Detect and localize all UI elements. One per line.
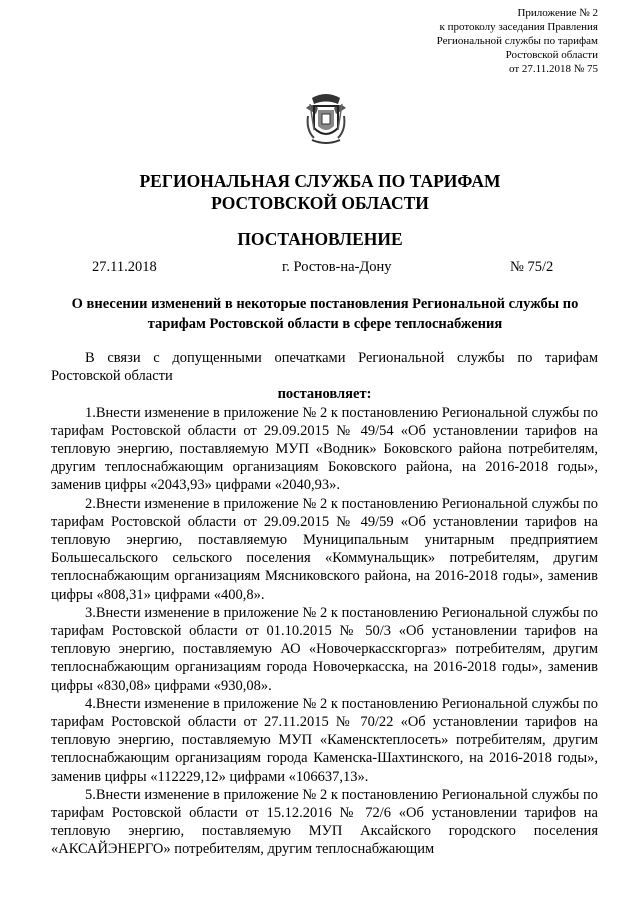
intro-paragraph: В связи с допущенными опечатками Региональной службы по тарифам Ростовской области (51, 350, 598, 385)
document-number: № 75/2 (510, 259, 554, 275)
list-item (51, 695, 598, 786)
item-text: Внести изменение в приложение № 2 к постановлению Региональной службы по тарифам Ростовской области от 15.12.2016 № 72/6 «Об установлении тарифов на тепловую энергию, поставляемую МУП Аксайского городского поселения «АКСАЙЭНЕРГО» потребителям, другим теплоснабжающим (51, 786, 598, 858)
annex-line: Приложение № 2 (517, 7, 598, 19)
list-item (51, 604, 598, 695)
item-number: 5. (85, 786, 96, 803)
item-number: 4. (85, 695, 96, 712)
document-city: г. Ростов-на-Дону (282, 259, 392, 275)
list-item (51, 786, 598, 859)
agency-name-line: РЕГИОНАЛЬНАЯ СЛУЖБА ПО ТАРИФАМ (139, 171, 501, 191)
item-number: 1. (85, 404, 96, 421)
annex-line: к протоколу заседания Правления (439, 21, 598, 33)
agency-name-line: РОСТОВСКОЙ ОБЛАСТИ (211, 193, 429, 213)
document-type-title: ПОСТАНОВЛЕНИЕ (237, 229, 403, 249)
annex-line: от 27.11.2018 № 75 (509, 63, 598, 75)
decree-word: постановляет: (277, 386, 372, 403)
annex-note (437, 6, 598, 76)
item-text: Внести изменение в приложение № 2 к постановлению Региональной службы по тарифам Ростовской области от 29.09.2015 № 49/59 «Об установлении тарифов на тепловую энергию, поставляемую Муниципальным унитарным предприятием Большесальского сельского поселения «Коммунальщик» потребителям, другим теплоснабжающим организациям Мясниковского района, на 2016-2018 годы», заменив цифры «808,31» цифрами «400,8». (51, 495, 598, 603)
item-number: 2. (85, 495, 96, 512)
annex-line: Ростовской области (505, 49, 598, 61)
subject-line: О внесении изменений в некоторые постановления Региональной службы по (71, 296, 579, 312)
document-date: 27.11.2018 (92, 259, 157, 275)
item-text: Внести изменение в приложение № 2 к постановлению Региональной службы по тарифам Ростовской области от 27.11.2015 № 70/22 «Об установлении тарифов на тепловую энергию, поставляемую МУП «Каменсктеплосеть» потребителям, другим теплоснабжающим организациям города Каменска-Шахтинского, на 2016-2018 годы», заменив цифры «112229,12» цифрами «106637,13». (51, 695, 598, 785)
list-item (51, 404, 598, 495)
document-body (51, 349, 598, 859)
agency-name (0, 170, 640, 214)
document-subject (52, 294, 598, 334)
item-text: Внести изменение в приложение № 2 к постановлению Региональной службы по тарифам Ростовской области от 29.09.2015 № 49/54 «Об установлении тарифов на тепловую энергию, поставляемую МУП «Водник» Боковского района потребителям, другим теплоснабжающим организациям Боковского района, на 2016-2018 годы», заменив цифры «2043,93» цифрами «2040,93». (51, 404, 598, 494)
item-number: 3. (85, 604, 96, 621)
item-text: Внести изменение в приложение № 2 к постановлению Региональной службы по тарифам Ростовской области от 01.10.2015 № 50/3 «Об установлении тарифов на тепловую энергию, поставляемую АО «Новочеркасскгоргаз» потребителям, другим теплоснабжающим организациям города Новочеркасска, на 2016-2018 годы», заменив цифры «830,08» цифрами «930,08». (51, 604, 598, 694)
subject-line: тарифам Ростовской области в сфере теплоснабжения (147, 316, 503, 332)
coat-of-arms-emblem-icon (302, 90, 350, 148)
annex-line: Региональной службы по тарифам (436, 35, 598, 47)
list-item (51, 495, 598, 604)
